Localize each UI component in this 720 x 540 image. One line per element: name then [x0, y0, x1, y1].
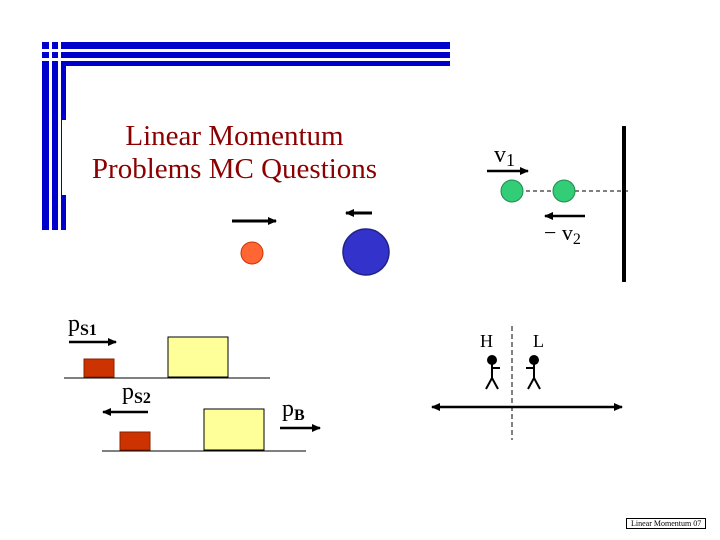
figure-H [486, 356, 500, 389]
big-block-1 [168, 337, 228, 377]
figure-L [526, 356, 540, 389]
v2-label: − v2 [544, 220, 581, 248]
pS1-label: pS1 [68, 311, 97, 339]
slide-title-line2: Problems MC Questions [91, 153, 378, 185]
small-block-1 [84, 359, 114, 377]
green-ball-1 [501, 180, 523, 202]
v1-label: v1 [494, 142, 515, 170]
slide-title-line1: Linear Momentum [125, 120, 344, 152]
orange-ball [241, 242, 263, 264]
green-ball-2 [553, 180, 575, 202]
pB-label: pB [282, 396, 305, 424]
slide-footer: Linear Momentum 07 [626, 518, 706, 529]
pS2-label: pS2 [122, 379, 151, 407]
L-label: L [533, 331, 544, 351]
big-block-2 [204, 409, 264, 450]
H-label: H [480, 331, 493, 351]
small-block-2 [120, 432, 150, 450]
blue-ball [343, 229, 389, 275]
